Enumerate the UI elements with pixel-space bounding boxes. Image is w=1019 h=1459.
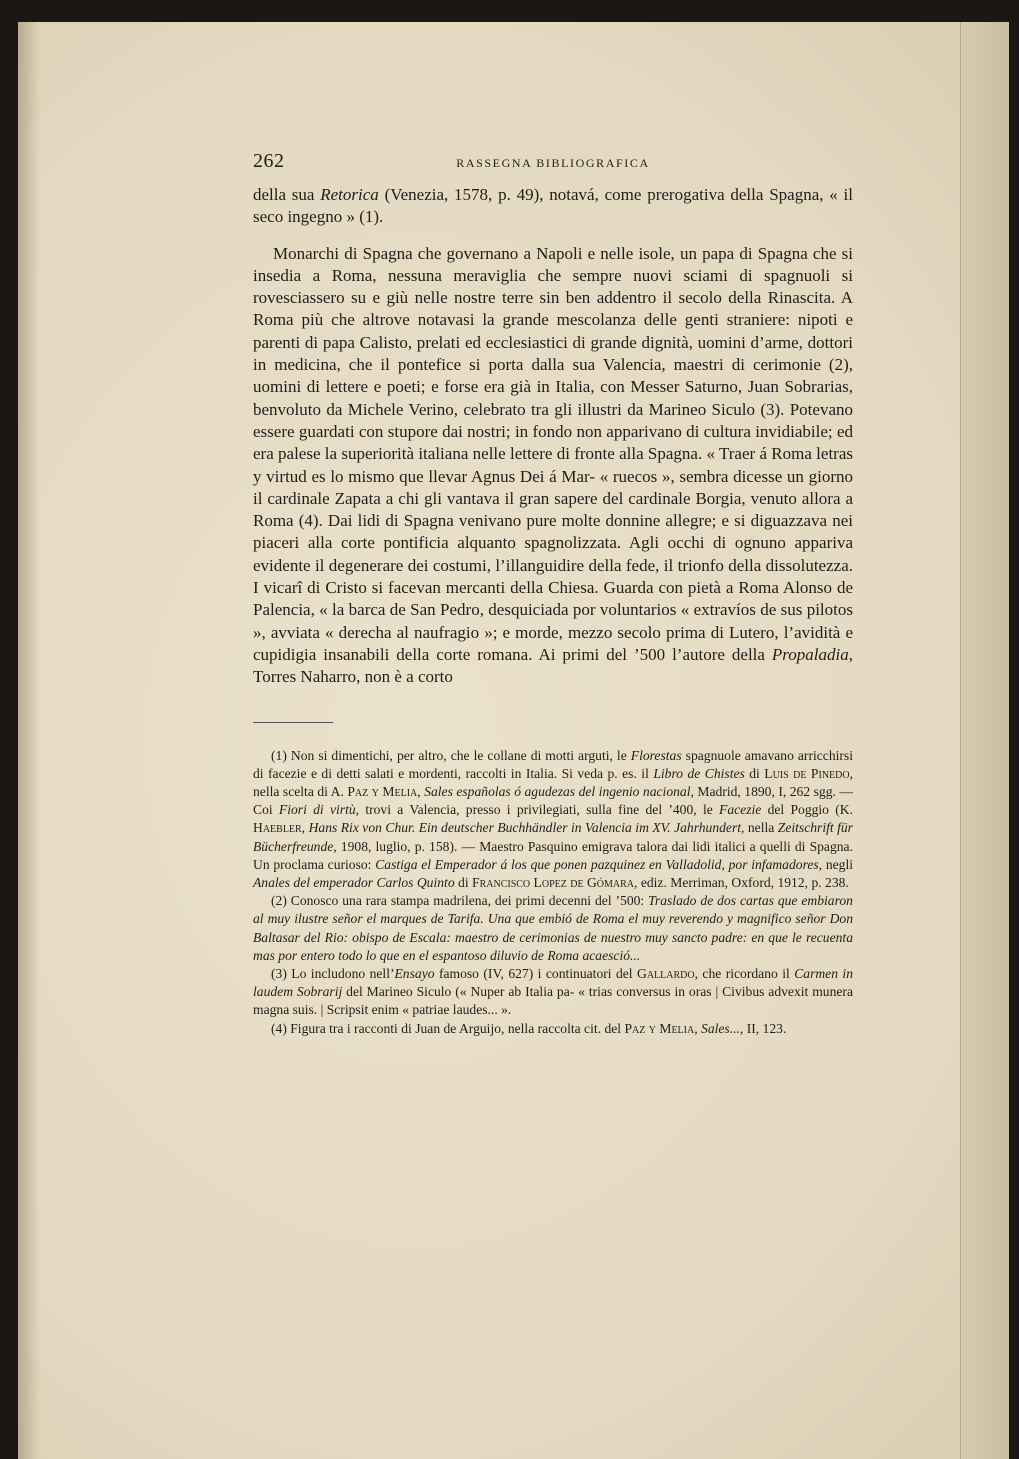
- footnote-4: [253, 1020, 853, 1038]
- title-retorica: Retorica: [320, 185, 379, 204]
- text-run: , trovi a Valencia, presso i privilegiati, sulla fine del ’400, le: [355, 802, 720, 818]
- next-page-edge: [960, 22, 1009, 1459]
- text-run: del Marineo Siculo (« Nuper ab Italia pa- « trias conversus in oras | Civibus advexit munera magna suis. | Scripsit enim « patriae laudes... ».: [253, 984, 853, 1018]
- page-header: [253, 150, 853, 184]
- italic-run: Anales del emperador Carlos Quinto: [253, 874, 455, 890]
- paragraph-1: [253, 184, 853, 229]
- text-run: ,: [417, 783, 425, 799]
- text-run: Monarchi di Spagna che governano a Napoli e nelle isole, un papa di Spagna che si insedia a Roma, nessuna meraviglia che sempre nuovi sciami di spagnuoli si rovesciassero su e giù nelle nostre terre sin ben addentro il secolo della Rinascita. A Roma più che altrove notavasi la grande mescolanza delle genti straniere: nipoti e parenti di papa Calisto, prelati ed ecclesiastici di grande dignità, uomini d’arme, dottori in medicina, che il pontefice si porta dalla sua Valencia, maestri di cerimonie (2), uomini di lettere e poeti; e forse era già in Italia, con Messer Saturno, Juan Sobrarias, benvoluto da Michele Verino, celebrato tra gli illustri da Marineo Siculo (3). Potevano essere guardati con stupore dai nostri; in fondo non apparivano di cultura invidiabile; ed era palese la superiorità italiana nelle lettere di fronte alla Spagna. « Traer á Roma letras y virtud es lo mismo que llevar Agnus Dei á Mar- « ruecos », sembra dicesse un giorno il cardinale Zapata a chi gli vantava il gran sapere del cardinale Borgia, venuto allora a Roma (4). Dai lidi di Spagna venivano pure molte donnine allegre; e si diguazzava nei piaceri alla corte pontificia alquanto spagnolizzata. Agli occhi di ognuno appariva evidente il degenerare dei costumi, l’illanguidire della fede, il trionfo della dissolutezza. I vicarî di Cristo si facevan mercanti della Chiesa. Guarda con pietà a Roma Alonso de Palencia, « la barca de San Pedro, desquiciada por voluntarios « extravíos de sus pilotos », avviata « derecha al naufragio »; e morde, mezzo secolo prima di Lutero, l’avidità e cupidigia insanabili della corte romana. Ai primi del ’500 l’autore della: [253, 243, 853, 664]
- footnote-1: [253, 747, 853, 893]
- author-name: Francisco Lopez de Gómara: [472, 874, 635, 890]
- italic-run: Zeitschrift für Bücherfreunde: [253, 820, 853, 854]
- title-propaladia: Propaladia: [771, 644, 849, 664]
- italic-run: Hans Rix von Chur. Ein deutscher Buchhändler in Valencia im XV. Jahrhundert: [308, 820, 742, 836]
- italic-run: Florestas: [630, 747, 682, 763]
- author-name: Paz y Melia: [347, 783, 418, 799]
- text-run: ,: [694, 1020, 702, 1036]
- body-text: [253, 184, 853, 689]
- italic-run: Fiori di virtù: [278, 802, 356, 818]
- italic-run: Facezie: [719, 802, 762, 818]
- text-run: del Poggio (K.: [761, 802, 853, 818]
- page-content: [253, 150, 853, 1038]
- author-name: Paz y Melia: [624, 1020, 695, 1036]
- text-run: ,: [301, 820, 309, 836]
- author-name: Gallardo: [637, 965, 695, 981]
- text-run: (4) Figura tra i racconti di Juan de Arguijo, nella raccolta cit. del: [271, 1020, 625, 1036]
- footnote-2: [253, 892, 853, 965]
- text-run: , Madrid, 1890, I, 262 sgg. — Coi: [253, 783, 854, 818]
- footnotes: [253, 747, 853, 1038]
- italic-run: Castiga el Emperador á los que ponen pazquinez en Valladolid, por infamadores: [375, 856, 819, 872]
- text-run: , che ricordano il: [694, 965, 795, 981]
- paragraph-2: [253, 243, 853, 689]
- text-run: , Torres Naharro, non è a corto: [253, 644, 853, 687]
- italic-run: Sales españolas ó agudezas del ingenio nacional: [424, 783, 691, 799]
- text-run: , nella: [741, 820, 778, 836]
- italic-run: Sales...: [701, 1020, 740, 1036]
- text-run: , 1908, luglio, p. 158). — Maestro Pasquino emigrava talora dai lidi italici a quelli di Spagna. Un proclama curioso:: [253, 838, 853, 872]
- text-run: di: [744, 765, 765, 781]
- italic-run: Traslado de dos cartas que embiaron al muy ilustre señor el marques de Tarifa. Una que embió de Roma el muy reverendo y magnifico señor Don Baltasar del Rio: obispo de Escala: maestro de cerimonias de nuestro muy sancto padre: en que le recuenta mas por entero todo lo que en el espantoso diluvio de Roma acaesció...: [253, 893, 853, 963]
- italic-run: Libro de Chistes: [653, 765, 745, 781]
- author-name: Haebler: [253, 820, 302, 836]
- text-run: (2) Conosco una rara stampa madrilena, dei primi decenni del ’500:: [271, 893, 649, 909]
- footnote-3: [253, 965, 853, 1020]
- text-run: (3) Lo includono nell’: [271, 965, 395, 981]
- running-head: RASSEGNA BIBLIOGRAFICA: [456, 156, 650, 170]
- footnote-rule: [253, 722, 333, 723]
- text-run: , negli: [818, 856, 854, 872]
- page-number: 262: [253, 150, 285, 172]
- text-run: (1) Non si dimentichi, per altro, che le collane di motti arguti, le: [271, 747, 631, 763]
- text-run: , II, 123.: [739, 1020, 787, 1036]
- text-run: della sua: [253, 185, 321, 204]
- author-name: Luis de Pinedo: [764, 765, 850, 781]
- text-run: di: [454, 874, 473, 890]
- text-run: famoso (IV, 627) i continuatori del: [434, 965, 638, 981]
- text-run: spagnuole amavano arricchirsi di facezie e di detti salati e mordenti, raccolti in Italia. Si veda p. es. il: [253, 747, 853, 781]
- text-run: (Venezia, 1578, p. 49), notavá, come prerogativa della Spagna, « il seco ingegno » (1).: [253, 185, 853, 227]
- text-run: , nella scelta di A.: [253, 765, 853, 799]
- binding-gutter-shadow: [18, 22, 40, 1459]
- text-run: , ediz. Merriman, Oxford, 1912, p. 238.: [634, 874, 849, 890]
- italic-run: Carmen in laudem Sobrarij: [253, 965, 853, 1000]
- italic-run: Ensayo: [394, 965, 435, 981]
